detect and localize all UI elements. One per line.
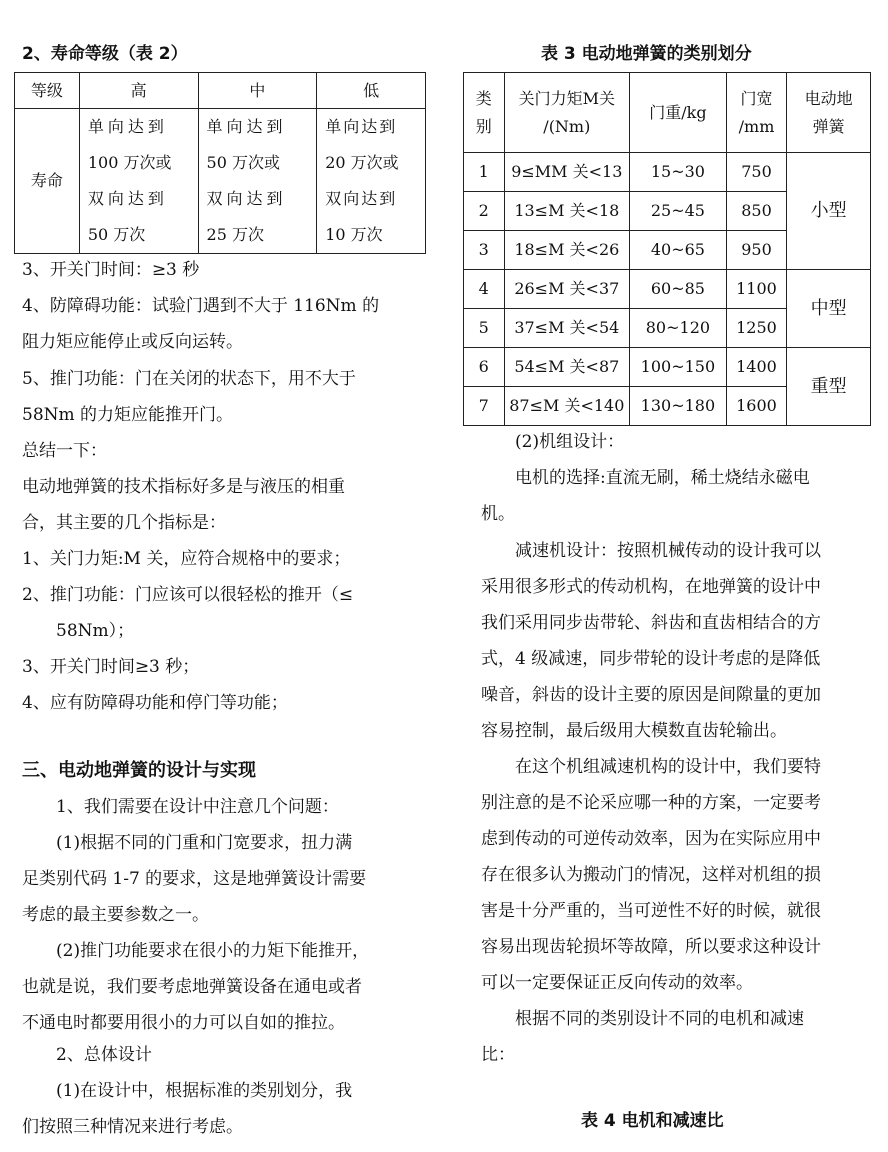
cell-line: 单向达到 bbox=[87, 117, 168, 136]
table2-row-label: 寿命 bbox=[15, 109, 80, 254]
overall-design-line2: 们按照三种情况来进行考虑。 bbox=[22, 1117, 243, 1137]
cell-line: 25 万次 bbox=[206, 225, 264, 244]
overall-design-line1: (1)在设计中，根据标准的类别划分，我 bbox=[56, 1081, 353, 1101]
table2-cell-low bbox=[317, 109, 426, 254]
cell-line: 20 万次或 bbox=[325, 153, 399, 172]
t3-cell: 1 bbox=[464, 153, 505, 192]
motor-line1: 电机的选择:直流无刷，稀土烧结永磁电 bbox=[515, 468, 810, 488]
table-row bbox=[464, 270, 871, 309]
header-line: /mm bbox=[738, 116, 775, 136]
push-door-line1: 5、推门功能：门在关闭的状态下，用不大于 bbox=[22, 369, 356, 389]
issue-2-line2: 也就是说，我们要考虑地弹簧设备在通电或者 bbox=[22, 977, 362, 997]
cell-line: 单向达到 bbox=[206, 117, 287, 136]
mechanism-line5: 害是十分严重的，当可逆性不好的时候，就很 bbox=[481, 901, 821, 921]
category-table bbox=[463, 72, 871, 426]
t3-cell: 5 bbox=[464, 309, 505, 348]
summary-line1: 电动地弹簧的技术指标好多是与液压的相重 bbox=[22, 477, 345, 497]
summary-item-2-line2: 58Nm）； bbox=[56, 621, 135, 641]
t3-cell: 1250 bbox=[726, 309, 787, 348]
t3-cell: 1400 bbox=[726, 348, 787, 387]
header-line: 关门力矩M关 bbox=[518, 88, 616, 108]
t3-cell: 25~45 bbox=[630, 192, 727, 231]
table3-title: 表 3 电动地弹簧的类别划分 bbox=[541, 44, 752, 64]
header-line: 别 bbox=[475, 116, 492, 136]
reducer-line6: 容易控制，最后级用大模数直齿轮输出。 bbox=[481, 721, 787, 741]
unit-design-heading: (2)机组设计： bbox=[515, 432, 625, 452]
summary-heading: 总结一下： bbox=[22, 441, 107, 461]
push-door-line2: 58Nm 的力矩应能推开门。 bbox=[22, 405, 234, 425]
table-row bbox=[464, 348, 871, 387]
t3-cell: 3 bbox=[464, 231, 505, 270]
mechanism-line7: 可以一定要保证正反向传动的效率。 bbox=[481, 973, 753, 993]
table2-cell-mid bbox=[198, 109, 317, 254]
mechanism-line6: 容易出现齿轮损坏等故障，所以要求这种设计 bbox=[481, 937, 821, 957]
cell-line: 单向达到 bbox=[325, 117, 398, 136]
motor-ratio-line1: 根据不同的类别设计不同的电机和减速 bbox=[515, 1009, 804, 1029]
reducer-line2: 采用很多形式的传动机构，在地弹簧的设计中 bbox=[481, 577, 821, 597]
open-close-time: 3、开关门时间：≥3 秒 bbox=[22, 260, 200, 280]
t3-header-torque bbox=[504, 73, 630, 153]
t3-cell: 15~30 bbox=[630, 153, 727, 192]
header-line: 电动地 bbox=[804, 88, 853, 108]
t3-cell: 18≤M 关<26 bbox=[504, 231, 630, 270]
reducer-line1: 减速机设计：按照机械传动的设计我可以 bbox=[515, 541, 821, 561]
cell-line: 50 万次或 bbox=[206, 153, 280, 172]
issue-2-line1: (2)推门功能要求在很小的力矩下能推开， bbox=[56, 941, 370, 961]
t3-cell: 13≤M 关<18 bbox=[504, 192, 630, 231]
table2-header-grade: 等级 bbox=[15, 73, 80, 109]
issue-1-line2: 足类别代码 1-7 的要求，这是地弹簧设计需要 bbox=[22, 869, 367, 889]
issue-1-line1: (1)根据不同的门重和门宽要求，扭力满 bbox=[56, 833, 353, 853]
t3-cell: 87≤M 关<140 bbox=[504, 387, 630, 426]
issue-1-line3: 考虑的最主要参数之一。 bbox=[22, 905, 209, 925]
header-line: 弹簧 bbox=[812, 116, 845, 136]
table2-cell-high bbox=[79, 109, 198, 254]
summary-item-1: 1、关门力矩:M 关，应符合规格中的要求； bbox=[22, 549, 351, 569]
t3-cell: 7 bbox=[464, 387, 505, 426]
cell-line: 50 万次 bbox=[87, 225, 146, 244]
t3-cell: 950 bbox=[726, 231, 787, 270]
t3-header-width bbox=[726, 73, 787, 153]
reducer-line3: 我们采用同步齿带轮、斜齿和直齿相结合的方 bbox=[481, 613, 821, 633]
cell-line: 10 万次 bbox=[325, 225, 383, 244]
life-grade-table bbox=[14, 72, 426, 254]
table-row bbox=[464, 153, 871, 192]
t3-cell: 6 bbox=[464, 348, 505, 387]
t3-cell: 850 bbox=[726, 192, 787, 231]
anti-obstacle-line2: 阻力矩应能停止或反向运转。 bbox=[22, 332, 243, 352]
t3-cell: 100~150 bbox=[630, 348, 727, 387]
mechanism-line4: 存在很多认为搬动门的情况，这样对机组的损 bbox=[481, 865, 821, 885]
mechanism-line1: 在这个机组减速机构的设计中，我们要特 bbox=[515, 757, 821, 777]
t3-cell: 750 bbox=[726, 153, 787, 192]
t3-cell: 130~180 bbox=[630, 387, 727, 426]
cell-line: 双向达到 bbox=[87, 189, 168, 208]
t3-group-heavy: 重型 bbox=[787, 348, 871, 426]
mechanism-line3: 虑到传动的可逆传动效率，因为在实际应用中 bbox=[481, 829, 821, 849]
design-issues-heading: 1、我们需要在设计中注意几个问题： bbox=[56, 797, 339, 817]
t3-cell: 26≤M 关<37 bbox=[504, 270, 630, 309]
header-line: 门宽 bbox=[740, 88, 773, 108]
t3-cell: 4 bbox=[464, 270, 505, 309]
reducer-line4: 式，4 级减速，同步带轮的设计考虑的是降低 bbox=[481, 649, 821, 669]
motor-line2: 机。 bbox=[481, 504, 515, 524]
table2-heading: 2、寿命等级（表 2） bbox=[22, 44, 188, 64]
cell-line: 双向达到 bbox=[325, 189, 398, 208]
t3-cell: 54≤M 关<87 bbox=[504, 348, 630, 387]
motor-ratio-line2: 比： bbox=[481, 1045, 515, 1065]
t3-cell: 9≤MM 关<13 bbox=[504, 153, 630, 192]
t3-cell: 40~65 bbox=[630, 231, 727, 270]
t3-cell: 2 bbox=[464, 192, 505, 231]
mechanism-line2: 别注意的是不论采应哪一种的方案，一定要考 bbox=[481, 793, 821, 813]
summary-item-2-line1: 2、推门功能：门应该可以很轻松的推开（≤ bbox=[22, 585, 354, 605]
t3-group-small: 小型 bbox=[787, 153, 871, 270]
t3-cell: 80~120 bbox=[630, 309, 727, 348]
issue-2-line3: 不通电时都要用很小的力可以自如的推拉。 bbox=[22, 1013, 345, 1033]
cell-line: 100 万次或 bbox=[87, 153, 172, 172]
table4-title: 表 4 电机和减速比 bbox=[581, 1111, 724, 1131]
reducer-line5: 噪音，斜齿的设计主要的原因是间隙量的更加 bbox=[481, 685, 821, 705]
table2-header-low: 低 bbox=[317, 73, 426, 109]
cell-line: 双向达到 bbox=[206, 189, 287, 208]
summary-line2: 合，其主要的几个指标是： bbox=[22, 513, 226, 533]
t3-cell: 1100 bbox=[726, 270, 787, 309]
table2-header-high: 高 bbox=[79, 73, 198, 109]
summary-item-4: 4、应有防障碍功能和停门等功能； bbox=[22, 693, 288, 713]
t3-cell: 1600 bbox=[726, 387, 787, 426]
header-line: 类 bbox=[475, 88, 492, 108]
anti-obstacle-line1: 4、防障碍功能：试验门遇到不大于 116Nm 的 bbox=[22, 296, 380, 316]
summary-item-3: 3、开关门时间≥3 秒； bbox=[22, 657, 200, 677]
header-line: /(Nm) bbox=[543, 116, 591, 136]
t3-cell: 60~85 bbox=[630, 270, 727, 309]
overall-design-heading: 2、总体设计 bbox=[56, 1045, 152, 1065]
t3-header-category bbox=[464, 73, 505, 153]
t3-header-weight: 门重/kg bbox=[630, 73, 727, 153]
table2-header-mid: 中 bbox=[198, 73, 317, 109]
t3-header-type bbox=[787, 73, 871, 153]
t3-cell: 37≤M 关<54 bbox=[504, 309, 630, 348]
t3-group-medium: 中型 bbox=[787, 270, 871, 348]
section-3-heading: 三、电动地弹簧的设计与实现 bbox=[22, 760, 256, 781]
